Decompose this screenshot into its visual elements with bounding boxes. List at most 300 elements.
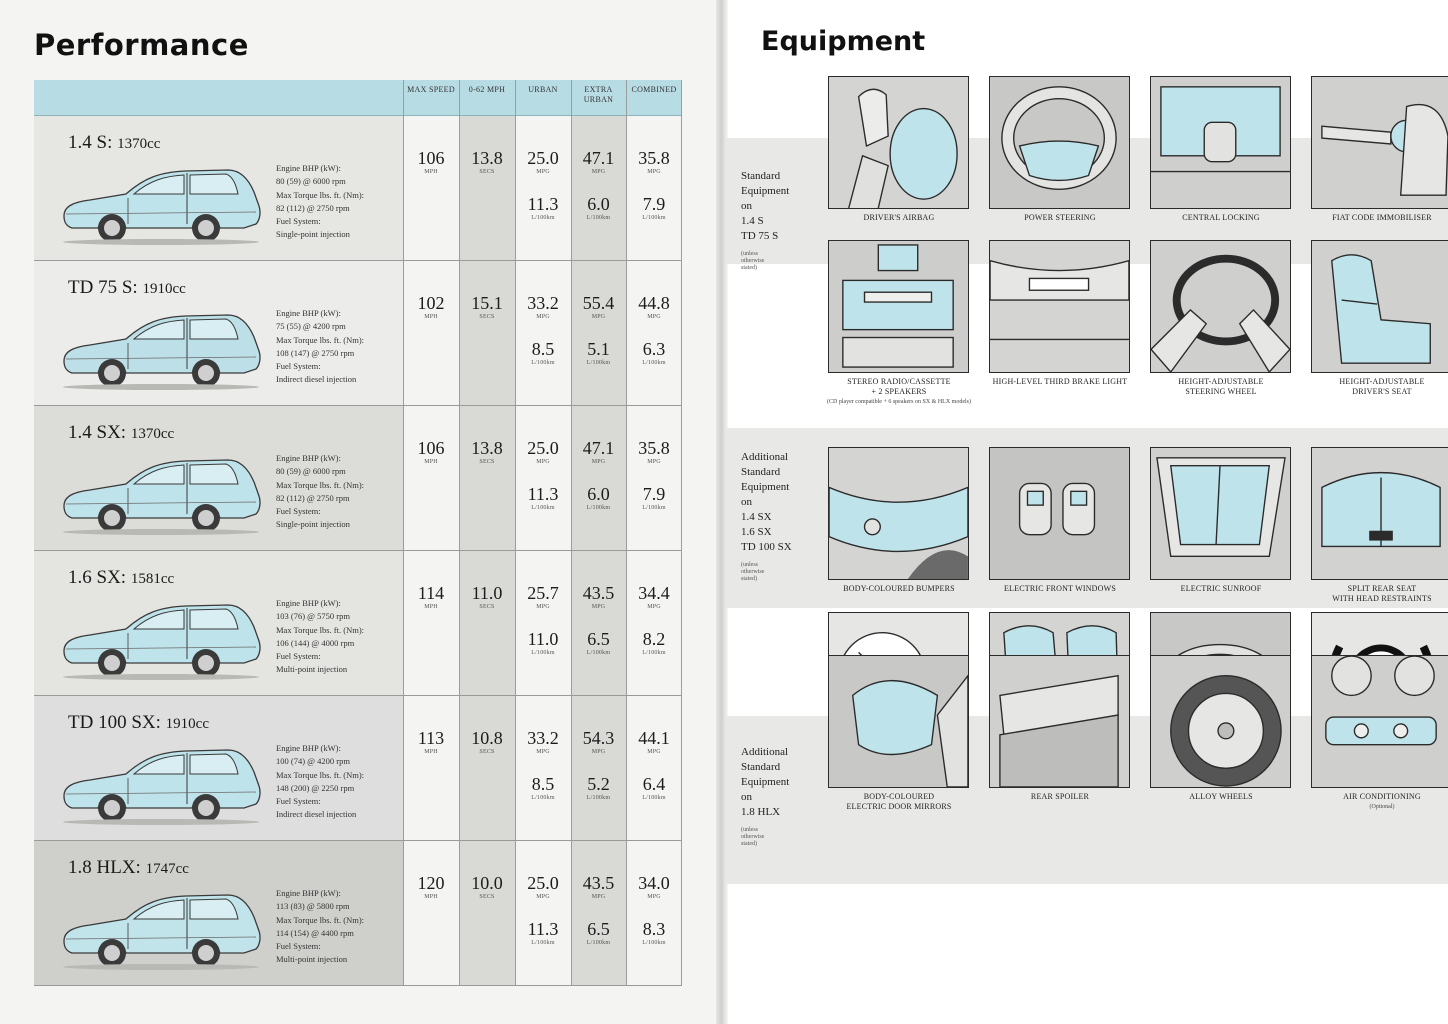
car-image	[56, 448, 266, 536]
caption-line: SPLIT REAR SEAT	[1347, 584, 1417, 593]
model-info	[34, 696, 403, 840]
engine-specs	[276, 597, 401, 677]
group-note-line: stated)	[741, 576, 757, 582]
air-conditioning-icon	[1312, 656, 1448, 787]
combined-mpg-value: 35.8	[638, 438, 670, 458]
caption-line: STEREO RADIO/CASSETTE	[847, 377, 951, 386]
spec-bhp-label: Engine BHP (kW):	[276, 163, 341, 173]
unit-mpg: MPG	[647, 604, 661, 610]
urban-l100-value: 8.5	[531, 339, 555, 359]
engine-capacity: 1370cc	[117, 136, 161, 152]
urban-mpg-value: 25.0	[527, 873, 559, 893]
equipment-tile	[1150, 655, 1291, 788]
spec-fuel-value: Single-point injection	[276, 229, 350, 240]
bumper-icon	[829, 448, 968, 579]
unit-mpg: MPG	[591, 894, 606, 900]
unit-mpg: MPG	[536, 894, 550, 900]
model-name	[68, 132, 160, 154]
group-label-line: Standard	[741, 761, 781, 773]
car-illustration	[56, 158, 266, 246]
unit-l100: L/100km	[642, 360, 666, 366]
equipment-tile	[989, 240, 1130, 373]
equipment-caption	[814, 792, 984, 812]
spec-bhp-label: Engine BHP (kW):	[276, 598, 341, 608]
model-label: 1.4 S:	[68, 132, 113, 153]
equipment-group-label	[741, 745, 789, 820]
unit-l100: L/100km	[586, 795, 611, 801]
driver-seat-icon	[1312, 241, 1448, 372]
unit-mpg: MPG	[536, 314, 550, 320]
extra-urban-mpg-cell	[571, 728, 626, 756]
unit-mph: MPH	[424, 314, 438, 320]
unit-mpg: MPG	[647, 749, 661, 755]
group-label-line: Standard	[741, 466, 781, 478]
unit-secs: SECS	[479, 169, 495, 175]
unit-l100: L/100km	[531, 795, 555, 801]
table-row	[34, 406, 682, 551]
max-speed-cell	[403, 293, 459, 321]
spec-fuel-value: Single-point injection	[276, 519, 350, 530]
equipment-caption	[1136, 377, 1306, 397]
model-name	[68, 277, 186, 299]
extra-urban-mpg-cell	[571, 583, 626, 611]
caption-line: AIR CONDITIONING	[1343, 792, 1421, 801]
unit-mpg: MPG	[536, 169, 550, 175]
column-divider	[515, 80, 516, 985]
group-label-line: on	[741, 791, 752, 803]
group-label-line: 1.6 SX	[741, 526, 772, 538]
equipment-caption	[814, 377, 984, 397]
model-info	[34, 261, 403, 405]
equipment-caption	[1297, 792, 1448, 802]
performance-title: Performance	[34, 28, 249, 62]
engine-capacity: 1910cc	[142, 281, 186, 297]
urban-mpg-cell	[515, 583, 571, 611]
group-note-line: otherwise	[741, 258, 765, 264]
urban-mpg-cell	[515, 438, 571, 466]
combined-l100-value: 7.9	[642, 194, 666, 214]
rear-spoiler-icon	[990, 656, 1129, 787]
model-info	[34, 406, 403, 550]
group-label-line: on	[741, 200, 752, 212]
unit-mpg: MPG	[647, 894, 661, 900]
equipment-group-note	[741, 251, 764, 272]
car-image	[56, 738, 266, 826]
equipment-tile	[828, 76, 969, 209]
caption-line: STEERING WHEEL	[1185, 387, 1257, 396]
equipment-caption	[814, 584, 984, 594]
urban-l100-value: 8.5	[531, 774, 555, 794]
equipment-caption-note: (CD player compatible + 6 speakers on SX & HLX models)	[826, 399, 972, 405]
accel-cell	[459, 583, 515, 611]
model-info	[34, 841, 403, 985]
equipment-caption	[1136, 792, 1306, 802]
spec-bhp-value: 75 (55) @ 4200 rpm	[276, 321, 346, 332]
accel-value: 13.8	[471, 148, 503, 168]
spec-torque-value: 114 (154) @ 4400 rpm	[276, 927, 354, 938]
extra-urban-mpg-cell	[571, 148, 626, 176]
urban-l100-cell	[515, 194, 571, 222]
extra-urban-mpg-value: 47.1	[582, 148, 615, 168]
accel-value: 10.8	[471, 728, 503, 748]
unit-l100: L/100km	[642, 650, 666, 656]
group-note-line: (unless	[741, 251, 758, 257]
group-label-line: Equipment	[741, 776, 790, 788]
group-note-line: otherwise	[741, 569, 765, 575]
engine-capacity: 1581cc	[130, 571, 175, 587]
unit-secs: SECS	[479, 749, 495, 755]
height-steering-icon	[1151, 241, 1290, 372]
extra-urban-mpg-value: 54.3	[582, 728, 615, 748]
combined-l100-cell	[626, 194, 682, 222]
equipment-caption	[1297, 584, 1448, 604]
model-label: 1.4 SX:	[68, 422, 127, 443]
group-label-line: Additional	[741, 451, 789, 463]
steering-wheel-icon	[990, 77, 1129, 208]
accel-cell	[459, 728, 515, 756]
unit-mpg: MPG	[591, 459, 606, 465]
engine-specs	[276, 162, 401, 242]
spec-fuel-label: Fuel System:	[276, 796, 321, 807]
unit-mpg: MPG	[591, 749, 606, 755]
unit-l100: L/100km	[531, 650, 555, 656]
column-divider	[626, 80, 627, 985]
spec-torque-value: 108 (147) @ 2750 rpm	[276, 347, 355, 358]
spec-torque-label: Max Torque lbs. ft. (Nm):	[276, 479, 365, 490]
urban-l100-cell	[515, 339, 571, 367]
group-label-line: on	[741, 496, 752, 508]
column-divider	[403, 80, 404, 985]
table-row	[34, 696, 682, 841]
max-speed-cell	[403, 873, 459, 901]
caption-line: ALLOY WHEELS	[1189, 792, 1253, 801]
equipment-caption	[975, 584, 1145, 594]
unit-l100: L/100km	[642, 795, 666, 801]
unit-mph: MPH	[424, 604, 438, 610]
equipment-group-note	[741, 827, 764, 848]
combined-mpg-cell	[626, 293, 682, 321]
caption-line: BODY-COLOURED BUMPERS	[843, 584, 955, 593]
group-note-line: otherwise	[741, 834, 765, 840]
combined-mpg-value: 34.4	[638, 583, 670, 603]
column-divider	[459, 80, 460, 985]
unit-l100: L/100km	[586, 215, 611, 221]
model-label: TD 75 S:	[68, 277, 138, 298]
key-icon	[1312, 77, 1448, 208]
equipment-tile	[1311, 240, 1448, 373]
unit-mpg: MPG	[591, 314, 606, 320]
spec-torque-label: Max Torque lbs. ft. (Nm):	[276, 769, 365, 780]
caption-line: ELECTRIC SUNROOF	[1180, 584, 1262, 593]
equipment-tile	[828, 655, 969, 788]
engine-capacity: 1747cc	[145, 861, 189, 877]
unit-mph: MPH	[424, 894, 438, 900]
car-illustration	[56, 738, 266, 826]
max-speed-cell	[403, 728, 459, 756]
equipment-tile	[989, 76, 1130, 209]
unit-mpg: MPG	[647, 459, 661, 465]
group-label-line: Equipment	[741, 185, 790, 197]
combined-l100-value: 7.9	[642, 484, 666, 504]
spec-torque-label: Max Torque lbs. ft. (Nm):	[276, 189, 365, 200]
spec-torque-value: 82 (112) @ 2750 rpm	[276, 492, 350, 503]
car-image	[56, 158, 266, 246]
unit-l100: L/100km	[586, 505, 611, 511]
model-label: 1.6 SX:	[68, 567, 127, 588]
unit-l100: L/100km	[586, 940, 611, 946]
spec-bhp-value: 80 (59) @ 6000 rpm	[276, 176, 346, 187]
urban-mpg-value: 25.7	[527, 583, 559, 603]
car-illustration	[56, 883, 266, 971]
extra-urban-mpg-cell	[571, 873, 626, 901]
combined-mpg-cell	[626, 148, 682, 176]
accel-value: 13.8	[471, 438, 503, 458]
unit-l100: L/100km	[531, 505, 555, 511]
equipment-tile	[1150, 240, 1291, 373]
rear-seat-icon	[1312, 448, 1448, 579]
equipment-tile	[989, 655, 1130, 788]
extra-urban-mpg-value: 43.5	[582, 583, 615, 603]
unit-mpg: MPG	[647, 169, 661, 175]
combined-l100-value: 8.3	[642, 919, 666, 939]
accel-cell	[459, 438, 515, 466]
extra-urban-l100-value: 6.5	[587, 919, 610, 939]
engine-specs	[276, 742, 401, 822]
urban-l100-value: 11.0	[527, 629, 559, 649]
group-note-line: (unless	[741, 562, 758, 568]
unit-mpg: MPG	[647, 314, 661, 320]
group-note-line: stated)	[741, 841, 757, 847]
equipment-group-label	[741, 169, 789, 244]
accel-value: 11.0	[471, 583, 503, 603]
extra-urban-mpg-value: 43.5	[582, 873, 615, 893]
model-info	[34, 116, 403, 260]
unit-l100: L/100km	[642, 215, 666, 221]
equipment-group-label	[741, 450, 792, 555]
accel-cell	[459, 148, 515, 176]
max-speed-cell	[403, 583, 459, 611]
equipment-tile	[828, 447, 969, 580]
unit-mpg: MPG	[536, 459, 550, 465]
combined-l100-value: 6.3	[642, 339, 666, 359]
equipment-tile	[1311, 76, 1448, 209]
unit-l100: L/100km	[531, 215, 555, 221]
spec-bhp-value: 80 (59) @ 6000 rpm	[276, 466, 346, 477]
combined-mpg-cell	[626, 583, 682, 611]
extra-urban-mpg-cell	[571, 293, 626, 321]
group-note-line: stated)	[741, 265, 757, 271]
spec-fuel-label: Fuel System:	[276, 216, 321, 227]
engine-capacity: 1370cc	[130, 426, 175, 442]
caption-line: BODY-COLOURED	[863, 792, 935, 801]
unit-secs: SECS	[479, 604, 495, 610]
urban-mpg-cell	[515, 873, 571, 901]
unit-mpg: MPG	[591, 169, 606, 175]
unit-l100: L/100km	[531, 360, 555, 366]
urban-mpg-cell	[515, 728, 571, 756]
equipment-tile	[828, 240, 969, 373]
car-illustration	[56, 303, 266, 391]
engine-capacity: 1910cc	[165, 716, 209, 732]
model-name	[68, 567, 174, 589]
spec-fuel-label: Fuel System:	[276, 941, 321, 952]
extra-urban-l100-cell	[571, 629, 626, 657]
caption-line: ELECTRIC FRONT WINDOWS	[1003, 584, 1117, 593]
spec-torque-value: 106 (144) @ 4000 rpm	[276, 637, 355, 648]
window-switch-icon	[990, 448, 1129, 579]
extra-urban-l100-value: 6.0	[587, 484, 610, 504]
spec-fuel-label: Fuel System:	[276, 506, 321, 517]
urban-l100-value: 11.3	[527, 484, 559, 504]
engine-specs	[276, 887, 401, 967]
airbag-icon	[829, 77, 968, 208]
extra-urban-l100-cell	[571, 774, 626, 802]
unit-l100: L/100km	[642, 505, 666, 511]
group-label-line: 1.4 SX	[741, 511, 772, 523]
spec-torque-label: Max Torque lbs. ft. (Nm):	[276, 624, 365, 635]
unit-l100: L/100km	[586, 360, 611, 366]
combined-mpg-cell	[626, 728, 682, 756]
unit-mph: MPH	[424, 169, 438, 175]
car-radio-icon	[829, 241, 968, 372]
equipment-caption	[975, 792, 1145, 802]
spec-torque-value: 148 (200) @ 2250 rpm	[276, 782, 355, 793]
model-name	[68, 857, 189, 879]
model-name	[68, 422, 174, 444]
combined-l100-value: 8.2	[642, 629, 666, 649]
engine-specs	[276, 307, 401, 387]
group-label-line: Equipment	[741, 481, 790, 493]
unit-l100: L/100km	[642, 940, 666, 946]
spec-torque-label: Max Torque lbs. ft. (Nm):	[276, 914, 365, 925]
model-name	[68, 712, 209, 734]
combined-mpg-value: 44.1	[638, 728, 670, 748]
equipment-caption	[975, 377, 1145, 387]
extra-urban-l100-cell	[571, 484, 626, 512]
performance-table	[34, 80, 682, 985]
group-label-line: TD 100 SX	[741, 541, 792, 553]
combined-l100-cell	[626, 629, 682, 657]
accel-cell	[459, 873, 515, 901]
equipment-group-note	[741, 562, 764, 583]
accel-value: 10.0	[471, 873, 503, 893]
brake-light-icon	[990, 241, 1129, 372]
combined-l100-cell	[626, 339, 682, 367]
spec-fuel-value: Indirect diesel injection	[276, 809, 357, 820]
max-speed-value: 114	[417, 583, 445, 603]
equipment-caption	[814, 213, 984, 223]
max-speed-cell	[403, 148, 459, 176]
model-label: TD 100 SX:	[68, 712, 161, 733]
column-divider	[571, 80, 572, 985]
spec-fuel-value: Multi-point injection	[276, 664, 348, 675]
header-0-62: 0-62 MPH	[468, 85, 506, 94]
caption-line: FIAT CODE IMMOBILISER	[1332, 213, 1432, 222]
column-divider	[681, 80, 682, 985]
unit-secs: SECS	[479, 314, 495, 320]
caption-line: POWER STEERING	[1024, 213, 1096, 222]
extra-urban-l100-value: 5.2	[587, 774, 610, 794]
combined-mpg-value: 44.8	[638, 293, 670, 313]
urban-l100-cell	[515, 629, 571, 657]
urban-mpg-value: 25.0	[527, 148, 559, 168]
header-extra-urban: EXTRA URBAN	[583, 85, 614, 104]
max-speed-value: 113	[417, 728, 445, 748]
urban-mpg-cell	[515, 148, 571, 176]
urban-mpg-cell	[515, 293, 571, 321]
caption-line: DRIVER'S SEAT	[1352, 387, 1412, 396]
extra-urban-l100-value: 6.0	[587, 194, 610, 214]
spec-fuel-label: Fuel System:	[276, 651, 321, 662]
combined-l100-cell	[626, 774, 682, 802]
urban-mpg-value: 25.0	[527, 438, 559, 458]
extra-urban-mpg-value: 55.4	[582, 293, 615, 313]
unit-l100: L/100km	[586, 650, 611, 656]
combined-l100-cell	[626, 919, 682, 947]
caption-line: HEIGHT-ADJUSTABLE	[1339, 377, 1425, 386]
extra-urban-mpg-cell	[571, 438, 626, 466]
combined-mpg-value: 35.8	[638, 148, 670, 168]
equipment-caption	[1136, 584, 1306, 594]
table-row	[34, 551, 682, 696]
equipment-caption	[1297, 377, 1448, 397]
spec-bhp-value: 113 (83) @ 5800 rpm	[276, 901, 350, 912]
model-info	[34, 551, 403, 695]
equipment-caption	[1136, 213, 1306, 223]
caption-line: ELECTRIC DOOR MIRRORS	[846, 802, 952, 811]
sunroof-icon	[1151, 448, 1290, 579]
urban-l100-cell	[515, 774, 571, 802]
caption-line: WITH HEAD RESTRAINTS	[1332, 594, 1432, 603]
car-image	[56, 883, 266, 971]
spec-bhp-label: Engine BHP (kW):	[276, 453, 341, 463]
unit-mpg: MPG	[536, 604, 550, 610]
table-row	[34, 116, 682, 261]
car-image	[56, 303, 266, 391]
unit-secs: SECS	[479, 459, 495, 465]
spec-torque-label: Max Torque lbs. ft. (Nm):	[276, 334, 365, 345]
max-speed-value: 120	[417, 873, 445, 893]
group-label-line: Additional	[741, 746, 789, 758]
spec-torque-value: 82 (112) @ 2750 rpm	[276, 202, 350, 213]
urban-mpg-value: 33.2	[527, 293, 559, 313]
max-speed-cell	[403, 438, 459, 466]
equipment-caption-note: (Optional)	[1369, 804, 1395, 810]
group-label-line: TD 75 S	[741, 230, 779, 242]
urban-l100-cell	[515, 484, 571, 512]
caption-line: REAR SPOILER	[1030, 792, 1090, 801]
unit-mpg: MPG	[591, 604, 606, 610]
urban-mpg-value: 33.2	[527, 728, 559, 748]
header-max-speed: MAX SPEED	[407, 85, 455, 94]
extra-urban-l100-cell	[571, 339, 626, 367]
spec-fuel-value: Indirect diesel injection	[276, 374, 357, 385]
car-illustration	[56, 593, 266, 681]
header-urban: URBAN	[528, 85, 558, 94]
spec-fuel-label: Fuel System:	[276, 361, 321, 372]
caption-line: DRIVER'S AIRBAG	[863, 213, 935, 222]
unit-mph: MPH	[424, 749, 438, 755]
table-row	[34, 841, 682, 986]
header-combined: COMBINED	[631, 85, 677, 94]
spec-bhp-label: Engine BHP (kW):	[276, 308, 341, 318]
combined-l100-value: 6.4	[642, 774, 666, 794]
group-note-line: (unless	[741, 827, 758, 833]
equipment-tile	[1150, 447, 1291, 580]
equipment-caption	[1297, 213, 1448, 223]
max-speed-value: 106	[417, 438, 445, 458]
combined-mpg-cell	[626, 438, 682, 466]
